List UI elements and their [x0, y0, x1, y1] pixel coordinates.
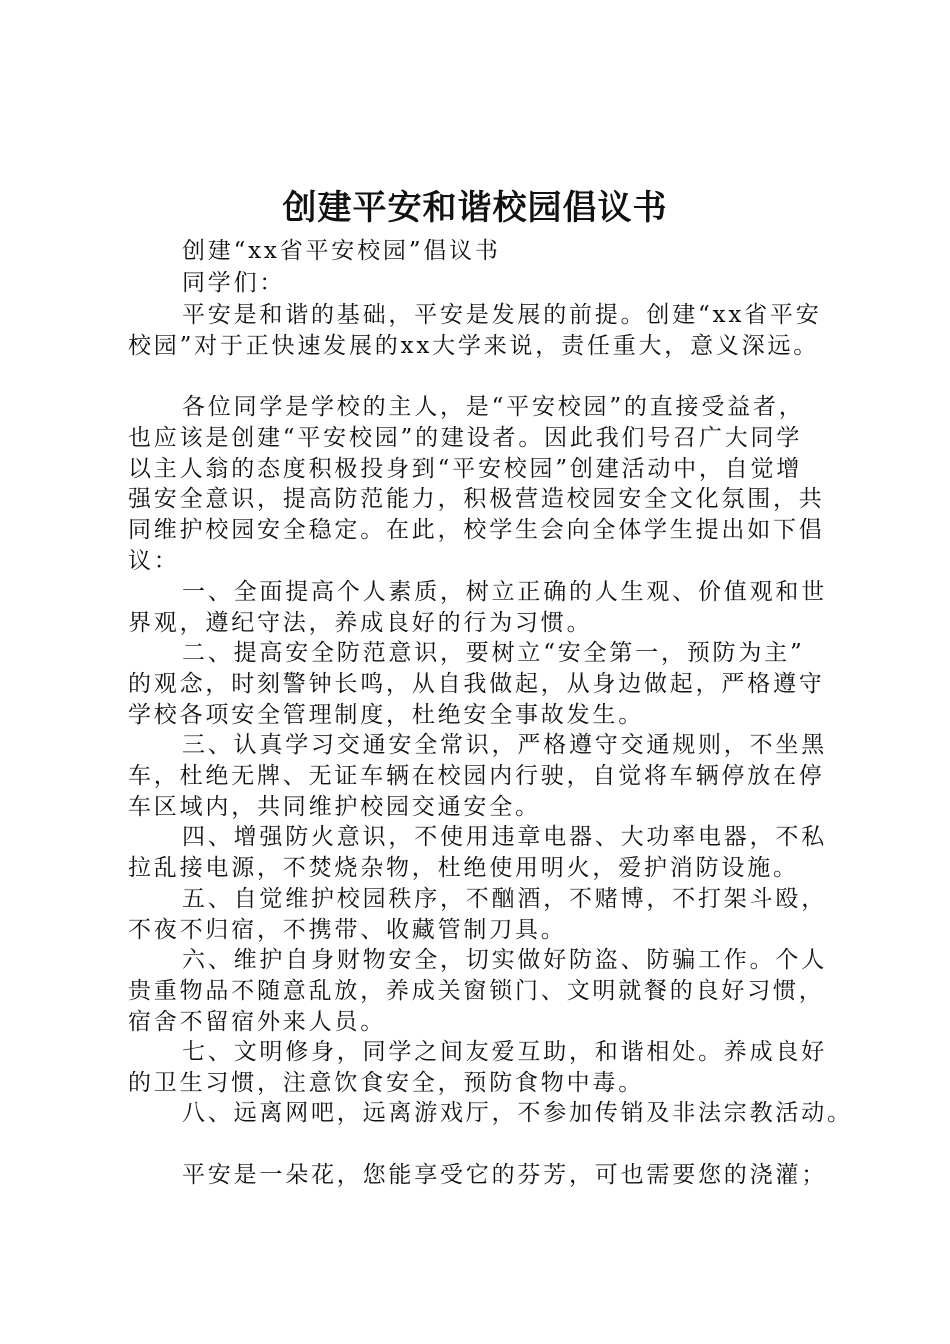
text-line: 八、远离网吧，远离游戏厅，不参加传销及非法宗教活动。 — [182, 1100, 853, 1126]
text-line: 平安是和谐的基础，平安是发展的前提。创建“xx省平安 — [182, 302, 822, 328]
text-line: 各位同学是学校的主人，是“平安校园”的直接受益者， — [182, 394, 805, 420]
document-title: 创建平安和谐校园倡议书 — [282, 188, 668, 228]
subtitle-paragraph — [128, 236, 838, 267]
text-line: 拉乱接电源，不焚烧杂物，杜绝使用明火，爱护消防设施。 — [128, 854, 799, 881]
text-line: 以主人翁的态度积极投身到“平安校园”创建活动中，自觉增 — [128, 455, 803, 482]
text-line: 一、全面提高个人素质，树立正确的人生观、价值观和世 — [182, 579, 827, 605]
text-line: 不夜不归宿，不携带、收藏管制刀具。 — [128, 916, 567, 943]
text-line: 宿舍不留宿外来人员。 — [128, 1008, 386, 1035]
item-1-paragraph — [128, 577, 838, 639]
text-line: 二、提高安全防范意识，要树立“安全第一，预防为主” — [182, 640, 805, 666]
text-line: 四、增强防火意识，不使用违章电器、大功率电器，不私 — [182, 824, 827, 850]
text-line: 六、维护自身财物安全，切实做好防盗、防骗工作。个人 — [182, 947, 827, 973]
closing-paragraph — [128, 1160, 838, 1191]
body-paragraph — [128, 392, 838, 577]
text-line: 贵重物品不随意乱放，养成关窗锁门、文明就餐的良好习惯， — [128, 977, 825, 1004]
item-6-paragraph — [128, 945, 838, 1037]
item-4-paragraph — [128, 822, 838, 884]
salutation-paragraph — [128, 268, 838, 299]
text-line: 校园”对于正快速发展的xx大学来说，责任重大，意义深远。 — [128, 332, 820, 359]
text-line: 也应该是创建“平安校园”的建设者。因此我们号召广大同学 — [128, 424, 803, 451]
text-line: 车区域内，共同维护校园交通安全。 — [128, 793, 541, 820]
text-line: 车，杜绝无牌、无证车辆在校园内行驶，自觉将车辆停放在停 — [128, 762, 825, 789]
text-line: 议： — [128, 547, 180, 574]
item-3-paragraph — [128, 730, 838, 822]
text-line: 的观念，时刻警钟长鸣，从自我做起，从身边做起，严格遵守 — [128, 670, 825, 697]
text-line: 五、自觉维护校园秩序，不酗酒，不赌博，不打架斗殴， — [182, 886, 827, 912]
item-2-paragraph — [128, 638, 838, 730]
text-line: 三、认真学习交通安全常识，严格遵守交通规则，不坐黑 — [182, 732, 827, 758]
salutation-line: 同学们： — [182, 270, 286, 296]
item-8-paragraph — [128, 1098, 853, 1129]
item-7-paragraph — [128, 1037, 838, 1099]
item-5-paragraph — [128, 884, 838, 946]
text-line: 界观，遵纪守法，养成良好的行为习惯。 — [128, 609, 593, 636]
subtitle-line: 创建“xx省平安校园”倡议书 — [182, 238, 501, 264]
text-line: 同维护校园安全稳定。在此，校学生会向全体学生提出如下倡 — [128, 517, 825, 544]
text-line: 强安全意识，提高防范能力，积极营造校园安全文化氛围，共 — [128, 486, 825, 513]
text-line: 平安是一朵花，您能享受它的芬芳，可也需要您的浇灌； — [182, 1162, 827, 1188]
intro-paragraph — [128, 300, 838, 362]
text-line: 的卫生习惯，注意饮食安全，预防食物中毒。 — [128, 1069, 644, 1096]
text-line: 学校各项安全管理制度，杜绝安全事故发生。 — [128, 701, 644, 728]
text-line: 七、文明修身，同学之间友爱互助，和谐相处。养成良好 — [182, 1039, 827, 1065]
